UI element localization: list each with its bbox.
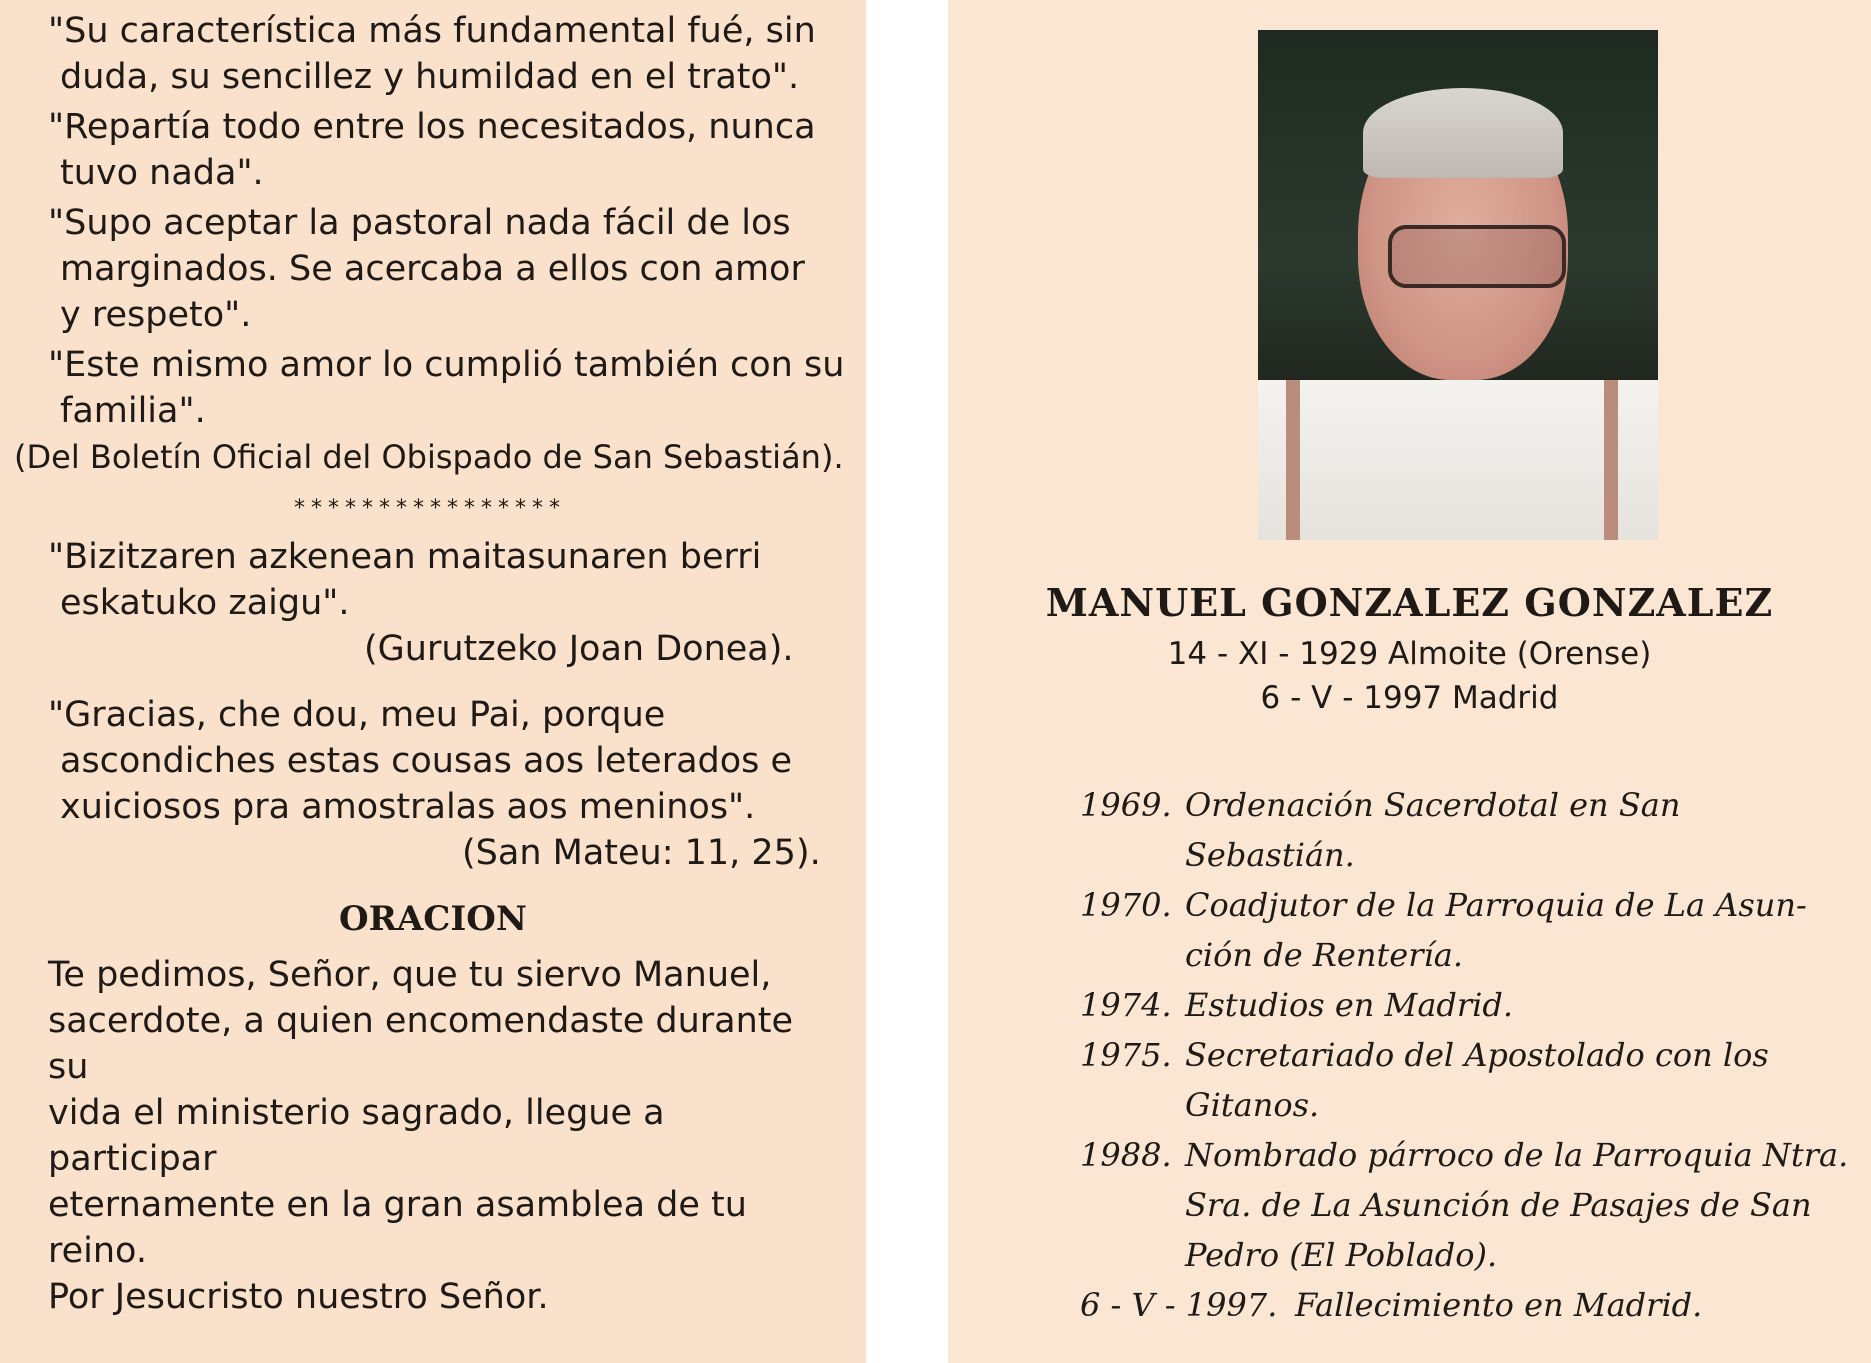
quote-line: ascondiches estas cousas aos leterados e: [60, 741, 793, 781]
quote-line: duda, su sencillez y humildad en el trato".: [60, 57, 800, 97]
timeline-item: [1080, 1030, 1860, 1130]
portrait-photo: [1258, 30, 1658, 540]
prayer-title: ORACION: [339, 899, 527, 939]
source-citation: (San Mateu: 11, 25).: [462, 833, 821, 873]
timeline-text: Estudios en Madrid.: [1185, 986, 1514, 1024]
quote-2: [0, 104, 866, 196]
quote-line: "Este mismo amor lo cumplió también con su: [48, 345, 845, 385]
timeline-year: 1975.: [1080, 1036, 1172, 1074]
quote-line: "Gracias, che dou, meu Pai, porque: [48, 695, 666, 735]
timeline-year: 1974.: [1080, 986, 1172, 1024]
prayer-line: Por Jesucristo nuestro Señor.: [48, 1277, 549, 1317]
timeline-item: [1080, 780, 1860, 880]
quote-line: marginados. Se acercaba a ellos con amor: [60, 249, 805, 289]
timeline-text: Ordenación Sacerdotal en San Sebastián.: [1185, 786, 1681, 874]
left-panel-text: [0, 0, 866, 1320]
quote-line: eskatuko zaigu".: [60, 583, 350, 623]
quote-4: [0, 342, 866, 434]
timeline-text: Pedro (El Poblado).: [1185, 1236, 1498, 1274]
quote-line: "Su característica más fundamental fué, sin: [48, 11, 816, 51]
prayer-line: vida el ministerio sagrado, llegue a participar: [48, 1093, 665, 1179]
timeline-text: Secretariado del Apostolado con los: [1185, 1036, 1769, 1074]
photo-suspender: [1604, 380, 1618, 540]
prayer-line: eternamente en la gran asamblea de tu reino.: [48, 1185, 747, 1271]
separator-stars: ****************: [294, 496, 566, 521]
life-dates: [948, 632, 1871, 720]
galician-quote: [0, 692, 866, 830]
timeline-text: Sra. de La Asunción de Pasajes de San: [1185, 1186, 1812, 1224]
timeline-text: Fallecimiento en Madrid.: [1295, 1286, 1703, 1324]
photo-hair: [1363, 88, 1563, 178]
timeline-item: [1080, 980, 1860, 1030]
quote-line: familia".: [60, 391, 206, 431]
prayer-line: Te pedimos, Señor, que tu siervo Manuel,: [48, 955, 772, 995]
photo-shirt: [1258, 380, 1658, 540]
timeline-year: 1988.: [1080, 1136, 1172, 1174]
timeline-text: Coadjutor de la Parroquia de La Asun-: [1185, 886, 1807, 924]
basque-quote: [0, 534, 866, 626]
quote-line: y respeto".: [60, 295, 252, 335]
deceased-name: MANUEL GONZALEZ GONZALEZ: [1045, 580, 1774, 625]
timeline-text: Nombrado párroco de la Parroquia Ntra.: [1185, 1136, 1849, 1174]
quote-line: tuvo nada".: [60, 153, 264, 193]
quote-3: [0, 200, 866, 338]
quote-line: "Supo aceptar la pastoral nada fácil de los: [48, 203, 791, 243]
photo-glasses: [1388, 225, 1566, 288]
quote-line: xuiciosos pra amostralas aos meninos".: [60, 787, 756, 827]
timeline-year: 1970.: [1080, 886, 1172, 924]
timeline-item: [1080, 1130, 1860, 1280]
source-citation: (Del Boletín Oficial del Obispado de San Sebastián).: [14, 438, 844, 476]
timeline-year: 6 - V - 1997.: [1080, 1286, 1278, 1324]
prayer-text: [0, 952, 866, 1320]
timeline-year: 1969.: [1080, 786, 1172, 824]
prayer-line: sacerdote, a quien encomendaste durante su: [48, 1001, 794, 1087]
quote-line: "Repartía todo entre los necesitados, nunca: [48, 107, 816, 147]
quote-line: "Bizitzaren azkenean maitasunaren berri: [48, 537, 762, 577]
timeline-item: [1080, 880, 1860, 980]
death-date: 6 - V - 1997 Madrid: [1260, 680, 1559, 716]
timeline-text: Gitanos.: [1185, 1086, 1320, 1124]
quote-1: [0, 8, 866, 100]
timeline-item: [1080, 1280, 1860, 1330]
photo-suspender: [1286, 380, 1300, 540]
birth-date: 14 - XI - 1929 Almoite (Orense): [1167, 636, 1652, 672]
biography-timeline: [1080, 780, 1860, 1330]
source-citation: (Gurutzeko Joan Donea).: [364, 629, 794, 669]
timeline-text: ción de Rentería.: [1185, 936, 1464, 974]
